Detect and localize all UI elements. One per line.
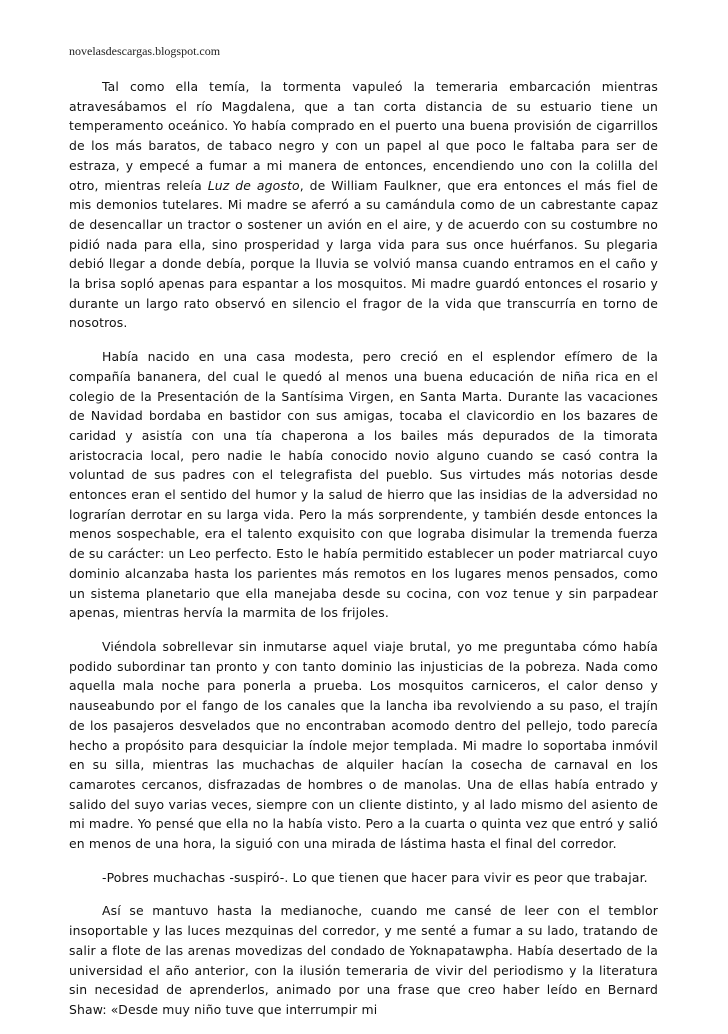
paragraph-3: Viéndola sobrellevar sin inmutarse aquel viaje brutal, yo me preguntaba cómo había podido subordinar tan pronto y con tanto dominio las injusticias de la pobreza. Nada como aquella mala noche para ponerla a prueba. Los mosquitos carniceros, el calor denso y nauseabundo por el fango de los canales que la lancha iba revolviendo a su paso, el trajín de los pasajeros desvelados que no encontraban acomodo dentro del pellejo, todo parecía hecho a propósito para desquiciar la índole mejor templada. Mi madre lo soportaba inmóvil en su silla, mientras las muchachas de alquiler hacían la cosecha de carnaval en los camarotes cercanos, disfrazadas de hombres o de manolas. Una de ellas había entrado y salido del suyo varias veces, siempre con un cliente distinto, y al lado mismo del asiento de mi madre. Yo pensé que ella no la había visto. Pero a la cuarta o quinta vez que entró y salió en menos de una hora, la siguió con una mirada de lástima hasta el final del corredor. [69, 638, 658, 852]
paragraph-2: Había nacido en una casa modesta, pero creció en el esplendor efímero de la compañía bananera, del cual le quedó al menos una buena educación de niña rica en el colegio de la Presentación de la Santísima Virgen, en Santa Marta. Durante las vacaciones de Navidad bordaba en bastidor con sus amigas, tocaba el clavicordio en los bazares de caridad y asistía con una tía chaperona a los bailes más depurados de la timorata aristocracia local, pero nadie le había conocido novio alguno cuando se casó contra la voluntad de sus padres con el telegrafista del pueblo. Sus virtudes más notorias desde entonces eran el sentido del humor y la salud de hierro que las insidias de la adversidad no lograrían derrotar en su larga vida. Pero la más sorprendente, y también desde entonces la menos sospechable, era el talento exquisito con que lograba disimular la tremenda fuerza de su carácter: un Leo perfecto. Esto le había permitido establecer un poder matriarcal cuyo dominio alcanzaba hasta los parientes más remotos en los lugares menos pensados, como un sistema planetario que ella manejaba desde su cocina, con voz tenue y sin parpadear apenas, mientras hervía la marmita de los frijoles. [69, 349, 658, 621]
paragraph-1-text-after: , de William Faulkner, que era entonces el más fiel de mis demonios tutelares. Mi madre se aferró a su camándula como de un cabrestante capaz de desencallar un tractor o sostener un avión en el aire, y de acuerdo con su costumbre no pidió nada para ella, sino prosperidad y larga vida para sus once huérfanos. Su plegaria debió llegar a donde debía, porque la lluvia se volvió mansa cuando entramos en el caño y la brisa sopló apenas para espantar a los mosquitos. Mi madre guardó entonces el rosario y durante un largo rato observó en silencio el fragor de la vida que transcurría en torno de nosotros. [69, 177, 658, 331]
paragraph-5: Así se mantuvo hasta la medianoche, cuando me cansé de leer con el temblor insoportable y las luces mezquinas del corredor, y me senté a fumar a su lado, tratando de salir a flote de las arenas movedizas del condado de Yoknapatawpha. Había desertado de la universidad el año anterior, con la ilusión temeraria de vivir del periodismo y la literatura sin necesidad de aprenderlos, animado por una frase que creo haber leído en Bernard Shaw: «Desde muy niño tuve que interrumpir mi [69, 903, 658, 1017]
document-page [69, 44, 658, 1034]
site-header: novelasdescargas.blogspot.com [69, 44, 221, 58]
paragraph-4-dialogue: -Pobres muchachas -suspiró-. Lo que tienen que hacer para vivir es peor que trabajar. [102, 869, 648, 885]
paragraph-1 [69, 77, 658, 333]
paragraph-1-text-before: Tal como ella temía, la tormenta vapuleó la temeraria embarcación mientras atravesábamos el río Magdalena, que a tan corta distancia de su estuario tiene un temperamento oceánico. Yo había comprado en el puerto una buena provisión de cigarrillos de los más baratos, de tabaco negro y con un papel al que poco le faltaba para ser de estraza, y empecé a fumar a mi manera de entonces, encendiendo uno con la colilla del otro, mientras releía [69, 79, 658, 193]
book-title-italic: Luz de agosto [207, 177, 300, 193]
